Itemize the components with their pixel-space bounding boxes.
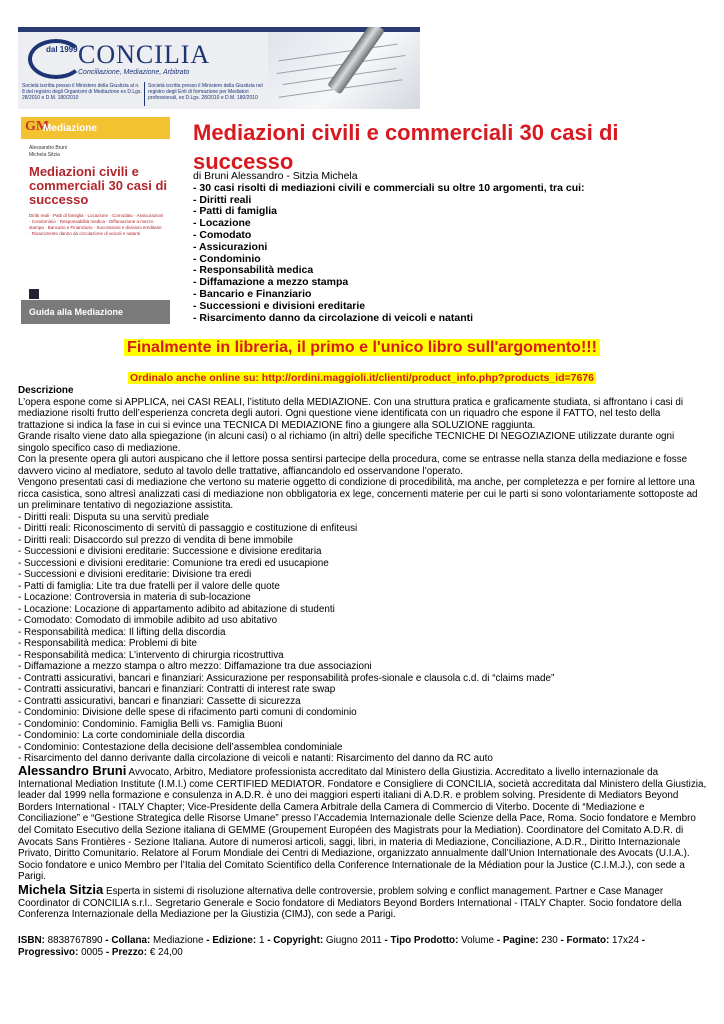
logo-badge: dal 1999 [46,45,78,54]
book-topic: - Successioni e divisioni ereditarie [193,299,366,312]
registration-left: Società iscritta presso il Ministero della Giustizia al n. 8 del registro degli Organismi di Mediazione ex D.Lgs. 28/2010 e D.M. 180/2010 [22,83,142,101]
case-item: - Patti di famiglia: Lite tra due fratelli per il valore delle quote [18,580,280,592]
cover-guide: Guida alla Mediazione [29,307,124,317]
description-paragraph: Vengono presentati casi di mediazione che vertono su materie oggetto di condizione di procedibilità, ma anche, per completezza e per fornire al lettore una ricca casistica, sono altresì analizzati casi di mediazione non obbligatoria ex lege, concernenti materie per cui le parti si sono volontariamente sottoposte ad un preliminare tentativo di negoziazione assistita. [18,477,698,511]
cover-topic: Condominio [31,219,56,224]
book-meta [193,171,585,324]
copyright-value: Giugno 2011 [323,935,382,946]
cover-topic: Diffamazione a mezzo stampa [29,219,154,230]
case-item: - Locazione: Controversia in materia di sub-locazione [18,592,251,603]
cover-authors [29,145,67,159]
book-title: Mediazioni civili e commerciali 30 casi di successo [193,120,619,174]
cover-header [21,117,170,139]
case-item: - Responsabilità medica: Problemi di bite [18,638,197,649]
cover-topic: Patti di famiglia [53,213,84,218]
case-item: - Contratti assicurativi, bancari e finanziari: Assicurazione per responsabilità profes-sionale e clausola c.d. di “claims made” [18,672,555,684]
order-link[interactable]: Ordinalo anche online su: http://ordini.maggioli.it/clienti/product_info.php?products_id=7676 [129,372,595,384]
case-item: - Condominio: La corte condominiale della discordia [18,730,245,741]
registration-divider [144,82,145,106]
case-item: - Risarcimento del danno derivante dalla circolazione di veicoli e natanti: Risarcimento del danno da RC auto [18,753,493,764]
promo-banner [0,339,724,357]
book-byline: di Bruni Alessandro - Sitzia Michela [193,170,358,182]
author-name: Alessandro Bruni [18,763,127,778]
case-item: - Condominio: Contestazione della decisione dell’assemblea condominiale [18,741,343,753]
case-item: - Diritti reali: Riconoscimento di servitù di passaggio e costituzione di enfiteusi [18,523,358,534]
case-item: - Comodato: Comodato di immobile adibito ad uso abitativo [18,615,278,626]
book-summary: - 30 casi risolti di mediazioni civili e commerciali su oltre 10 argomenti, tra cui: [193,181,585,194]
case-item: - Responsabilità medica: L’intervento di chirurgia ricostruttiva [18,649,284,661]
cover-topic-list: Diritti reali · Patti di famiglia · Locazione · Comodato · Assicurazioni · Condominio · Responsabilità medica · Diffamazione a mezzo stampa · Bancario e Finanziario · Successioni e divisioni ereditarie · Risarcimento danno da circolazione di veicoli e natanti [29,213,164,236]
cover-topic: Diritti reali [29,213,50,218]
author-bio [18,884,708,921]
case-item: - Condominio: Condominio. Famiglia Belli vs. Famiglia Buoni [18,718,283,730]
cover-series: Mediazione [43,123,97,134]
cover-topic: Risarcimento danno da circolazione di veicoli e natanti [31,231,141,236]
case-item: - Diritti reali: Disputa su una servitù prediale [18,511,209,523]
cover-author: Alessandro Bruni [29,145,68,151]
case-item: - Diritti reali: Disaccordo sul prezzo di vendita di bene immobile [18,534,293,546]
book-topic: - Responsabilità medica [193,264,314,277]
collana-label: - Collana: [102,935,151,946]
book-topic: - Comodato [193,228,252,241]
copyright-label: - Copyright: [264,935,324,946]
prezzo-label: - Prezzo: [103,946,147,958]
pagine-label: - Pagine: [494,935,539,946]
cover-title: Mediazioni civili e commerciali 30 casi di successo [29,164,168,207]
book-topic: - Patti di famiglia [193,205,278,218]
edizione-label: - Edizione: [203,935,257,946]
book-topic: - Assicurazioni [193,240,268,253]
description-section [18,385,708,765]
description-paragraph: L’opera espone come si APPLICA, nei CASI REALI, l’istituto della MEDIAZIONE. Con una struttura pratica e graficamente studiata, si affrontano i casi di mediazione risolti frutto dell’esperienza concreta degli autori. Ogni questione viene identificata con un riquadro che espone il FATTO, nel testo della trattazione si indica la fase in cui si evince una TECNICA DI MEDIAZIONE fino a giungere alla SOLUZIONE raggiunta. [18,396,684,431]
author-bio [18,765,708,883]
case-item: - Contratti assicurativi, bancari e finanziari: Contratti di interest rate swap [18,684,336,695]
case-item: - Successioni e divisioni ereditarie: Divisione tra eredi [18,569,252,580]
book-topic: - Diritti reali [193,193,252,206]
book-topic: - Risarcimento danno da circolazione di veicoli e natanti [193,311,474,324]
publisher-logo-icon [29,289,39,299]
registration-right: Società iscritta presso il Ministero della Giustizia nel registro degli Enti di formazione per Mediatori professionali, ex D.Lgs. 28/2010 e D.M. 180/2010 [148,83,263,101]
case-item: - Contratti assicurativi, bancari e finanziari: Cassette di sicurezza [18,695,301,707]
tipo-label: - Tipo Prodotto: [381,935,459,946]
product-details [18,935,708,958]
case-item: - Condominio: Divisione delle spese di rifacimento parti comuni di condominio [18,707,357,718]
book-topic: - Condominio [193,252,261,265]
prezzo-value: € 24,00 [147,946,183,958]
case-list [18,512,708,765]
author-name: Michela Sitzia [18,882,104,897]
formato-value: 17x24 [609,935,639,946]
description-paragraph: Con la presente opera gli autori auspicano che il lettore possa sentirsi partecipe della procedura, come se entrasse nella stanza della mediazione e fosse davvero vicino al mediatore, seduto al tavolo delle trattative, affiancandolo ed osservandone l’operato. [18,454,688,477]
cover-topic: Successioni e divisioni ereditarie [96,225,162,230]
description-paragraph: Grande risalto viene dato alla spiegazione (in alcuni casi) o al richiamo (in altri) delle specifiche TECNICHE DI NEGOZIAZIONE utilizzate durante ogni singolo specifico caso di mediazione. [18,431,675,454]
cover-brand: GM [25,119,50,134]
progressivo-label: - Progressivo: [18,935,646,958]
book-cover [21,117,170,324]
cover-topic: Comodato [112,213,133,218]
book-topic: - Locazione [193,217,251,230]
isbn-value: 8838767890 [44,935,103,946]
cover-topic: Responsabilità medica [59,219,106,224]
case-item: - Responsabilità medica: Il lifting della discordia [18,626,226,638]
tipo-value: Volume [458,935,495,946]
cover-topic: Assicurazioni [136,213,164,218]
formato-label: - Formato: [557,935,610,946]
logo-name: CONCILIA [78,40,211,69]
cover-footer [21,300,170,324]
pagine-value: 230 [538,935,558,946]
cover-author: Michela Sitzia [29,152,60,158]
case-item: - Diffamazione a mezzo stampa o altro mezzo: Diffamazione tra due associazioni [18,661,372,672]
book-topic: - Diffamazione a mezzo stampa [193,276,349,289]
case-item: - Successioni e divisioni ereditarie: Comunione tra eredi ed usucapione [18,557,329,569]
author-bio-text: Esperta in sistemi di risoluzione alternativa delle controversie, problem solving e conflict management. Partner e Case Manager Coordinator di CONCILIA s.r.l.. Segretario Generale e Socio fondatore di Mediators Beyond Borders International - ITALY Chapter. Socio fondatore della Conferenza Internazionale della Mediazione per la Giustizia (CIMJ), con sede a Parigi. [18,886,682,921]
book-topic: - Bancario e Finanziario [193,287,312,300]
promo-text: Finalmente in libreria, il primo e l'unico libro sull'argomento!!! [124,339,600,356]
edizione-value: 1 [256,935,265,946]
author-bio-text: Avvocato, Arbitro, Mediatore professionista accreditato dal Ministero della Giustizia. Accreditato a livello internazionale da International Mediation Institute (I.M.I.) come CERTIFIED MEDIATOR. Fondatore e Consigliere di CONCILIA, società accreditata dal Ministero della Giustizia, leader dal 1999 nella formazione e consulenza in A.D.R. è uno dei maggiori esperti italiani di A.D.R. e problem solving. Presidente di Mediators Beyond Borders International - ITALY Chapter; Vice-Presidente della Camera Arbitrale della Camera di Commercio di Viterbo. Docente di “Mediazione e Conciliazione” e “Gestione Strategica delle Risorse Umane” presso l’Accademia Internazionale delle Scienze della Pace, Roma. Socio fondatore e Membro del Comitato Esecutivo della Sezione italiana di GEMME (Groupement Européen des Magistrats pour la Mediation). Coordinatore del Comitato A.D.R. di Avocats Sans Frontières - Sezione Italiana. Autore di numerosi articoli, saggi, libri, in materia di Mediazione, Conciliazione, A.D.R., Diritto Internazionale Privato, Diritto Comunitario. Relatore al Forum Mondiale dei Centri di Mediazione, organizzato annualmente dall’Union Internationale des Avocats (U.I.A.). Socio fondatore e unico Membro per l’Italia del Comitato Scientifico della Conference Internationale de la Médiation pour la Justice (C.I.M.J.), con sede a Parigi. [18,767,707,883]
isbn-label: ISBN: [18,935,45,946]
logo-tagline: Conciliazione, Mediazione, Arbitrato [78,69,190,76]
description-heading: Descrizione [18,385,74,396]
cover-topic: Bancario e Finanziario [47,225,93,230]
collana-value: Mediazione [150,935,204,946]
case-item: - Successioni e divisioni ereditarie: Successione e divisione ereditaria [18,546,322,557]
case-item: - Locazione: Locazione di appartamento adibito ad abitazione di studenti [18,603,335,615]
header-banner [18,27,420,109]
progressivo-value: 0005 [78,946,104,958]
cover-topic: Locazione [87,213,109,218]
order-line[interactable] [0,372,724,384]
